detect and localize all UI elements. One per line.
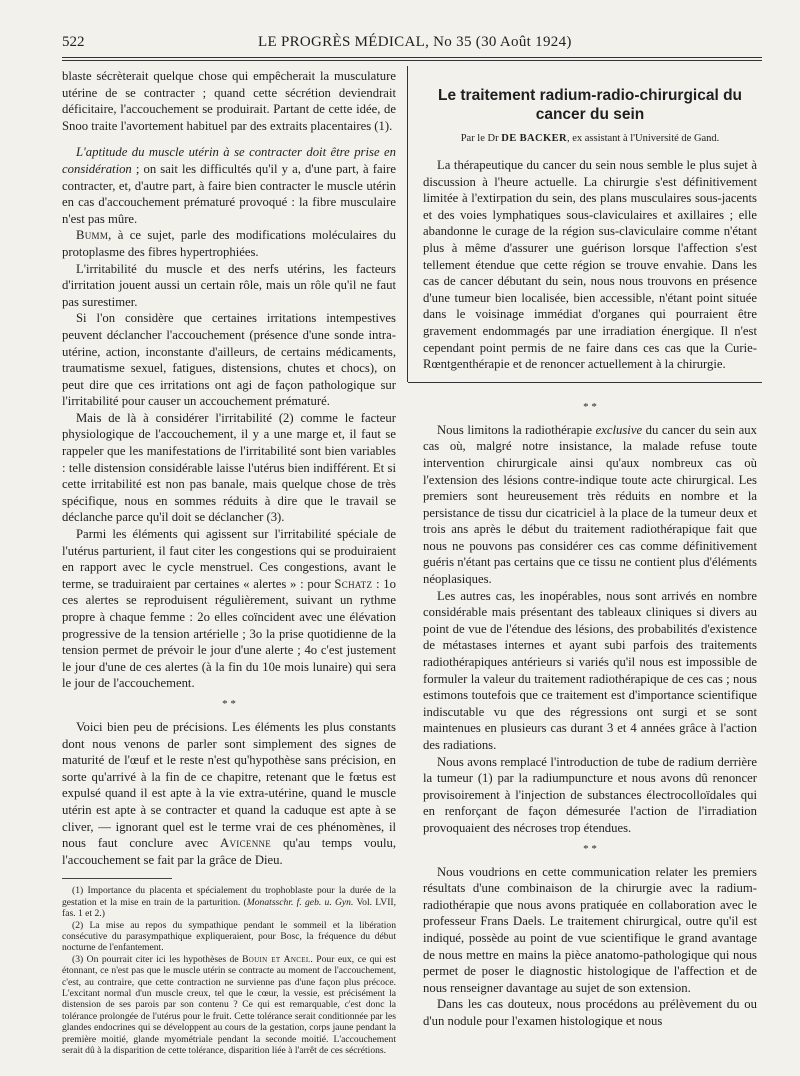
section-separator: * * [583, 842, 597, 855]
paragraph: Nous avons remplacé l'introduction de tube de radium derrière la tumeur (1) par la radiumpuncture et nous avons dû renoncer provisoirement à l'injection de substances électrocolloïdales qui en renforçant de façon démesurée l'action de l'irradiation provoquaient des nécroses trop étendues. [423, 754, 757, 835]
journal-title: Monatsschr. f. geb. u. Gyn. [246, 896, 354, 908]
author-name: Avicenne [220, 836, 272, 851]
footnote-text: . Pour eux, ce qui est étonnant, ce n'est pas que le muscle utérin se contracte au moment de l'accouchement, c'est, au contraire, que cette contraction ne survienne pas d'une façon plus précoce. L'excitant normal d'un muscle creux, tel que le cœur, la vessie, est précisément la distension de ses parois par son contenu ? Ce qui est remarquable, c'est donc la tolérance prolongée de l'utérus pour le fruit. Cette tolérance serait conditionnée par les glandes endocrines qui se développent au cours de la gestation, corps jaune pendant la première moitié, glande myométriale pendant la seconde moitié. L'accouchement serait dû à la disparition de cette tolérance, disparition liée à l'arrêt de ces sécrétions. [62, 953, 396, 1056]
byline-text: Par le Dr [460, 133, 502, 144]
paragraph: L'irritabilité du muscle et des nerfs utérins, les facteurs d'irritation jouent aussi un certain rôle, mais un rôle qu'il ne faut pas surestimer. [62, 261, 396, 309]
paragraph-text: Nous limitons la radiothérapie [437, 422, 596, 437]
paragraph: blaste sécrèterait quelque chose qui empêcherait la musculature utérine de se contracter ; quand cette sécrétion deviendrait déficitaire, l'accouchement se produirait. Partant de cette idée, de Snoo traite l'avortement habituel par des extraits placentaires (1). [62, 69, 396, 133]
paragraph: Si l'on considère que certaines irritations intempestives peuvent déclancher l'accouchement (présence d'une sonde intra-utérine, action, inconstante d'ailleurs, de certains médicaments, traumatisme sexuel, fatigues, distensions, chutes et chocs), on peut dire que ces irritations ont agi de façon pathologique sur l'irritabilité pour causer un accouchement prématuré. [62, 311, 396, 409]
footnote [62, 954, 396, 1057]
left-column [62, 68, 396, 1056]
author-name: Schatz [334, 576, 373, 591]
paragraph [62, 719, 396, 868]
footnote: (2) La mise au repos du sympathique pendant le sommeil et la libération consécutive du parasympathique expliqueraient, pour Bosc, la fréquence du début nocturne de l'enfantement. [62, 919, 396, 954]
footnote [62, 885, 396, 919]
paragraph [62, 144, 396, 227]
paragraph-text: qu'au temps voulu, l'accouchement se fait par la grâce de Dieu. [62, 836, 397, 867]
column-divider [407, 66, 408, 382]
author-name: DE BACKER [501, 133, 567, 144]
byline-text: , ex assistant à l'Université de Gand. [566, 133, 720, 144]
italic-phrase: L'aptitude du muscle utérin à se contracter doit être prise en considération [62, 145, 396, 176]
paragraph-text: Voici bien peu de précisions. Les éléments les plus constants dont nous venons de parler sont simplement des signes de maturité de l'œuf et le reste n'est qu'hypothèse sans précision, en sorte qu'arrivé à la fin de ce chapitre, retenant que le fœtus est expulsé quand il est apte à la vie extra-utérine, quand le muscle utérin est apte à se contracter et quand la caduque est apte à se cliver, — ignorant quel est le terme vrai de ces phénomènes, il nous faut conclure avec [62, 719, 396, 851]
author-name: Bumm [76, 228, 109, 243]
section-separator: * * [222, 697, 236, 710]
paragraph [62, 526, 396, 692]
running-title: LE PROGRÈS MÉDICAL, No 35 (30 Août 1924) [258, 34, 572, 50]
paragraph-text: , à ce sujet, parle des modifications moléculaires du protoplasme des fibres hypertrophiées. [62, 228, 396, 259]
paragraph: Dans les cas douteux, nous procédons au prélèvement du ou d'un nodule pour l'examen histologique et nous [423, 997, 757, 1028]
paragraph [423, 422, 757, 588]
footnote-rule [62, 878, 172, 879]
article-title: Le traitement radium-radio-chirurgical du cancer du sein [437, 87, 743, 123]
header-rule [62, 57, 762, 58]
paragraph [62, 227, 396, 260]
page-number: 522 [62, 34, 85, 50]
footnote-text: (1) Importance du placenta et spécialement du trophoblaste pour la durée de la gestation et la mise en train de la parturition. ( [62, 885, 396, 908]
paragraph: Nous voudrions en cette communication relater les premiers résultats d'une combinaison de la chirurgie avec la radium-radiothérapie que nous avons pratiquée en collaboration avec le professeur Frans Daels. Le traitement chirurgical, outre qu'il est indiqué, possède au point de vue scientifique le grand avantage de nous mettre en mains la pièce anatomo-pathologique qui nous permet de poser le diagnostic histologique de l'affection et de nous renseigner davantage au sujet de son extension. [423, 864, 757, 995]
section-separator: * * [583, 400, 597, 413]
paragraph-text: : 1o ces alertes se reproduisent régulièrement, suivant un rythme propre à chaque femme : 2o elles coïncident avec une élévation progressive de la tension artérielle ; 3o la prise quotidienne de la tension permet de prévoir le jour d'une alerte ; 4o c'est justement le jour d'une de ces alertes (à la fin du 10e mois lunaire) qui sera le jour de l'accouchement. [62, 576, 396, 691]
paragraph-text: Parmi les éléments qui agissent sur l'irritabilité spéciale de l'utérus parturient, il faut citer les congestions qui se produiraient en rapport avec le cycle menstruel. Ces congestions, avant le terme, se traduiraient par certaines « alertes » : pour [62, 527, 396, 591]
footnote-text: (3) On pourrait citer ici les hypothèses de [72, 953, 243, 965]
paragraph-text: ; on sait les difficultés qu'il y a, d'une part, à faire contracter, et, d'autre part, à faire bien contracter le muscle utérin en cas d'accouchement prématuré provoqué : la fibre musculaire n'est pas mûre. [62, 161, 396, 226]
paragraph: La thérapeutique du cancer du sein nous semble le plus sujet à discussion à l'heure actuelle. La chirurgie s'est définitivement limitée à l'extirpation du sein, des plans musculaires sous-jacents et des voies lymphatiques sous-claviculaires et axillaires ; elle abandonne le curage de la région sus-claviculaire comme n'étant plus à même d'assurer une guérison lorsque l'affection s'est tellement étendue que cette région se trouve envahie. Dans les cas de cancer débutant du sein, nous nous trouvons en présence d'une tumeur bien localisée, bien accessible, n'étant point située dans le voisinage immédiat d'organes qui pourraient être gravement endommagés par une irradiation énergique. Il n'est cependant point permis de ne faire dans ces cas que la Curie-Rœntgenthérapie et de renoncer actuellement à la chirurgie. [423, 158, 757, 372]
paragraph: Les autres cas, les inopérables, nous sont arrivés en nombre considérable mais présentant des tableaux cliniques si divers au point de vue de l'étendue des lésions, des probabilités d'existence de métastases internes et ayant subi parfois des traitements radiothérapiques antérieurs si variés qu'il nous est impossible de formuler la valeur du traitement radiothérapique de ces cas ; nous estimons toutefois que ce traitement est d'importance scientifique indiscutable vu que des régressions ont surgi et se sont maintenues en plusieurs cas durant 3 et 4 années grâce à l'action des radiations. [423, 588, 757, 752]
author-name: Bouin et Ancel [242, 953, 311, 965]
paragraph: Mais de là à considérer l'irritabilité (2) comme le facteur physiologique de l'accouchement, il y a une marge et, il faut se rappeler que les manifestations de l'irritabilité sont bien variables : telle distension considérable laisse l'utérus bien indifférent. Et si cette irritabilité est non pas banale, mais quelque chose de très spécifique, nous en sommes réduits à dire que le travail se déclanche parce qu'il doit se déclancher (3). [62, 410, 396, 525]
right-column [423, 68, 757, 1030]
paragraph-text: du cancer du sein aux cas où, malgré notre insistance, la malade refuse toute intervention chirurgicale ainsi qu'aux nombreux cas où l'extension des lésions contre-indique toute acte chirurgical. Les premiers sont heureusement très réduits en nombre et la persistance de tissu dur cicatriciel à la place de la tumeur deux et trois ans après le début du traitement radiothérapique fait que nous ne pouvons pas considérer ces cas comme définitivement guéris n'étant pas certains que ce tissu ne contient plus d'éléments néoplasiques. [423, 422, 757, 587]
running-header [62, 34, 762, 56]
italic-word: exclusive [595, 422, 643, 437]
header-rule-double [62, 60, 762, 61]
footnote-text: Vol. LVII, fas. 1 et 2.) [62, 896, 397, 920]
byline [437, 132, 743, 145]
